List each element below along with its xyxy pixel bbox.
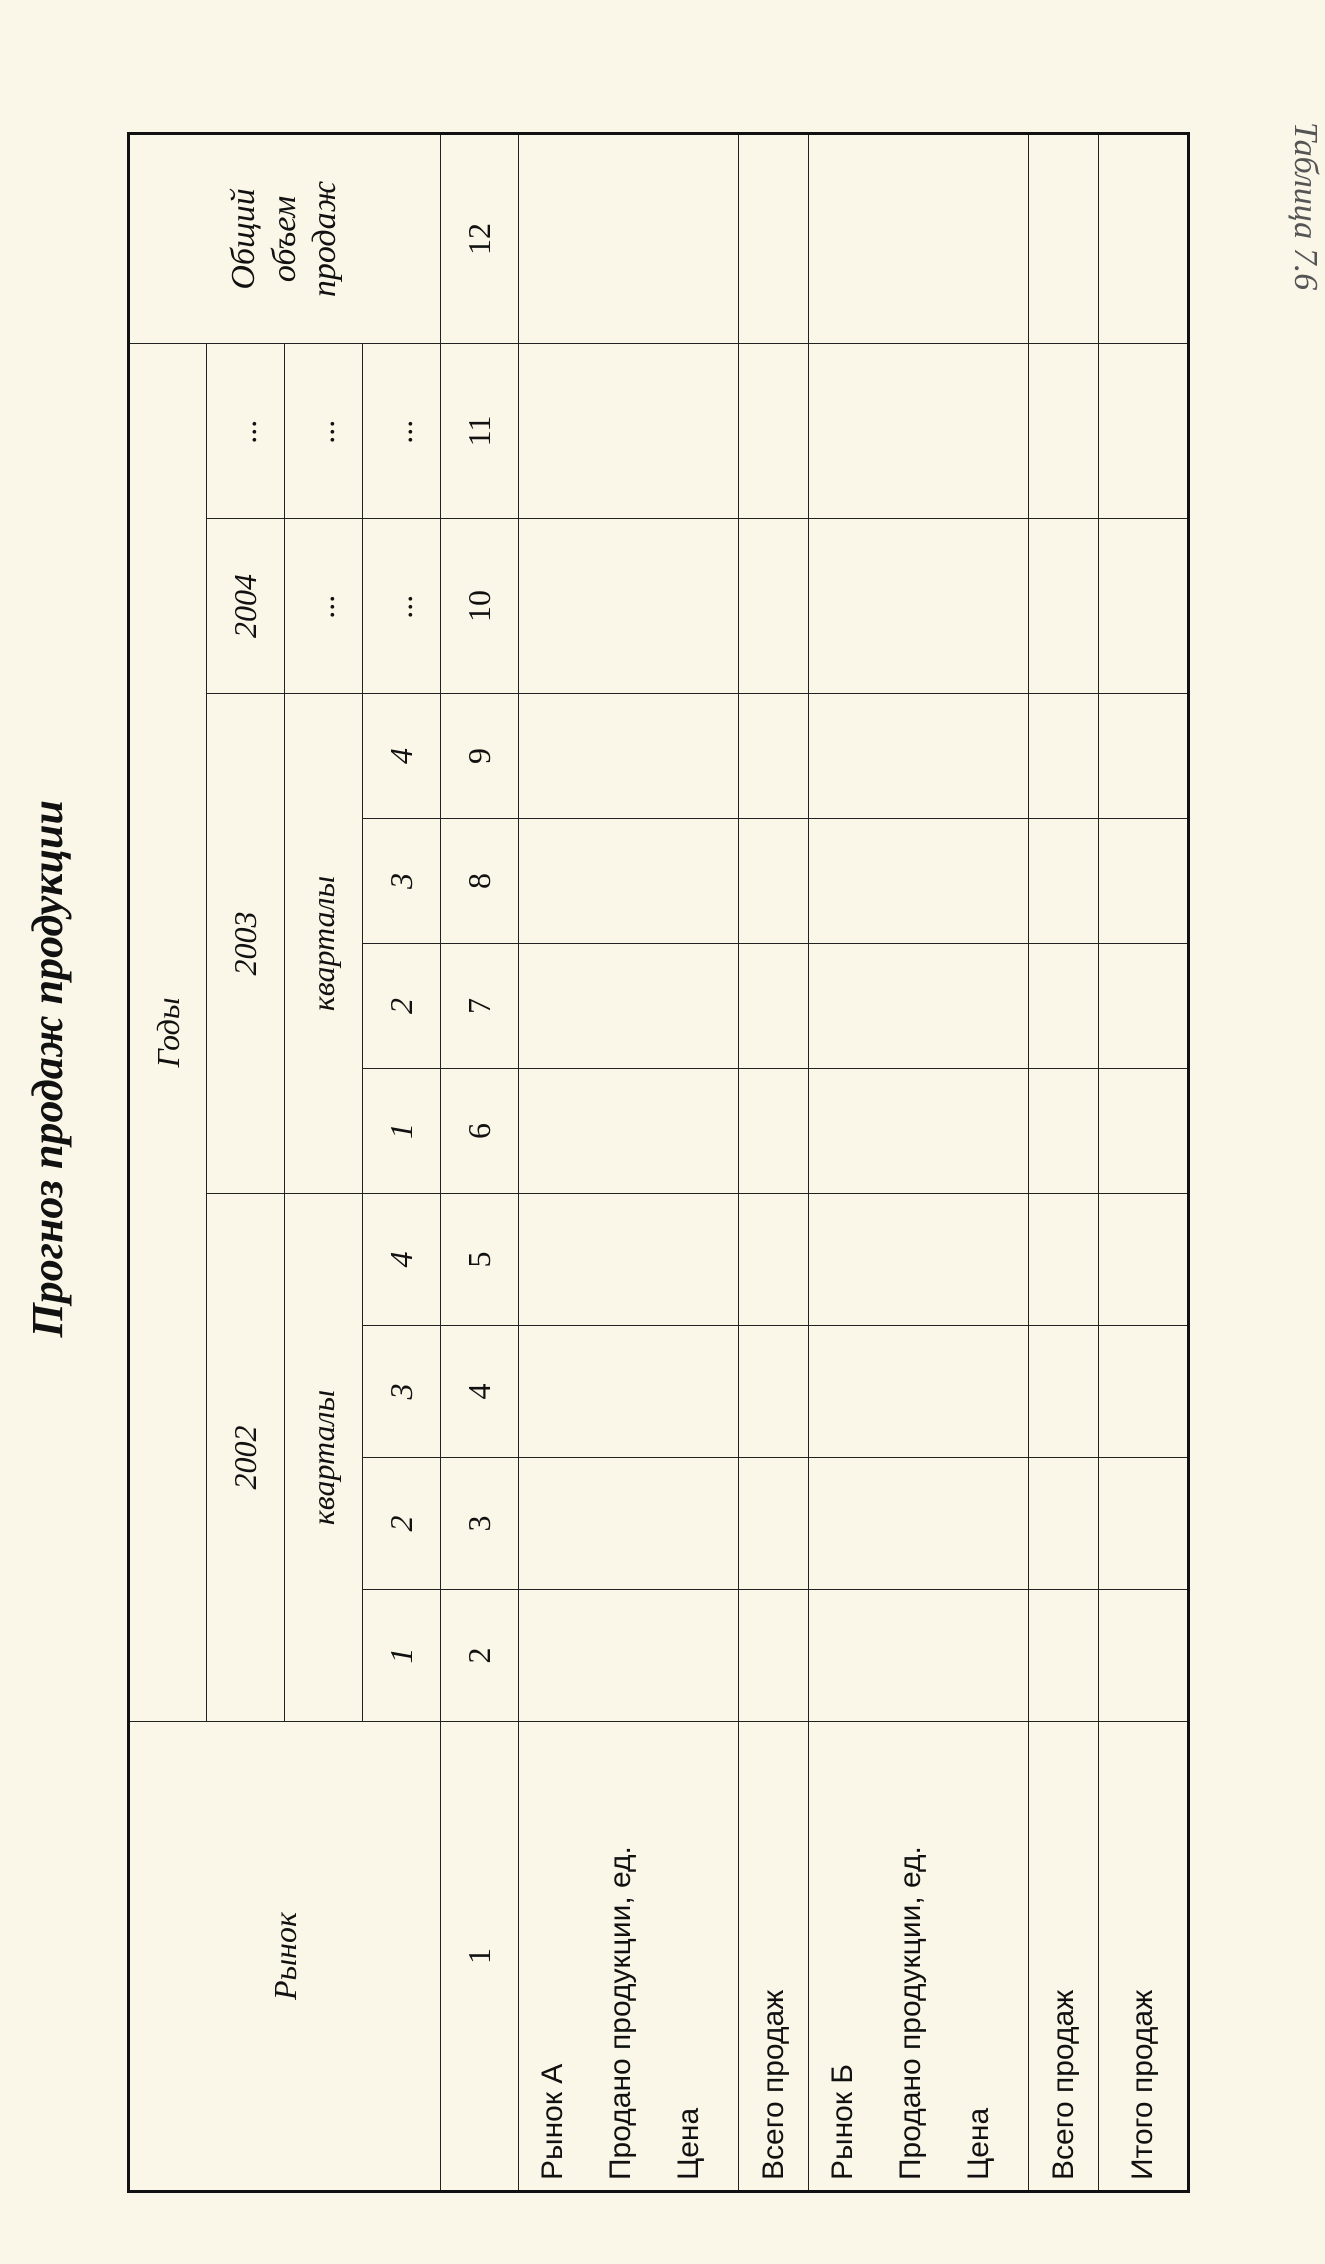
data-cell (519, 1458, 739, 1590)
data-cell (1099, 343, 1189, 518)
table-row (1029, 133, 1099, 2191)
header-total-line1: Общий (224, 188, 262, 290)
data-cell (809, 694, 1029, 819)
header-ellipsis: ... (207, 343, 285, 518)
header-total-line3: продаж (306, 180, 344, 298)
table-row (519, 133, 739, 2191)
column-number: 10 (441, 519, 519, 694)
quarter-1: 1 (363, 1069, 441, 1194)
column-number: 9 (441, 694, 519, 819)
data-cell (739, 1458, 809, 1590)
total-a-label: Всего продаж (739, 1722, 809, 2192)
data-cell (739, 944, 809, 1069)
data-cell (739, 1590, 809, 1722)
data-cell (519, 694, 739, 819)
data-cell (519, 519, 739, 694)
market-b-sold: Продано продукции, ед. (894, 1846, 927, 2180)
column-number: 2 (441, 1590, 519, 1722)
data-cell (739, 694, 809, 819)
data-cell (1099, 1590, 1189, 1722)
data-cell (809, 1326, 1029, 1458)
data-cell (1099, 133, 1189, 343)
quarter-4: 4 (363, 1194, 441, 1326)
column-number: 5 (441, 1194, 519, 1326)
data-cell (1099, 519, 1189, 694)
header-year-2004: 2004 (207, 519, 285, 694)
data-cell (1029, 1069, 1099, 1194)
data-cell (519, 1069, 739, 1194)
header-year-2003: 2003 (207, 694, 285, 1194)
quarter-1: 1 (363, 1590, 441, 1722)
market-a-sold: Продано продукции, ед. (604, 1846, 637, 2180)
table-row (1099, 133, 1189, 2191)
data-cell (1029, 519, 1099, 694)
data-cell (1029, 944, 1099, 1069)
data-cell (809, 944, 1029, 1069)
rotated-table-wrapper (127, 135, 1187, 2193)
data-cell (739, 819, 809, 944)
header-years: Годы (129, 343, 207, 1721)
header-quarters-2003: кварталы (285, 694, 363, 1194)
column-number: 7 (441, 944, 519, 1069)
caption-prefix: Таблица (1287, 122, 1324, 240)
data-cell (1029, 694, 1099, 819)
data-cell (1029, 133, 1099, 343)
market-b-name: Рынок Б (826, 2064, 859, 2180)
quarter-2: 2 (363, 1458, 441, 1590)
column-number: 4 (441, 1326, 519, 1458)
data-cell (1099, 1069, 1189, 1194)
header-total (129, 133, 441, 343)
data-cell (1029, 343, 1099, 518)
data-cell (809, 1194, 1029, 1326)
data-cell (1099, 1458, 1189, 1590)
caption-number: 7.6 (1287, 247, 1324, 291)
header-total-line2: объем (265, 195, 303, 283)
data-cell (1029, 1194, 1099, 1326)
quarter-3: 3 (363, 1326, 441, 1458)
sales-forecast-table (127, 132, 1190, 2193)
quarter-2: 2 (363, 944, 441, 1069)
market-a-cell (519, 1722, 739, 2192)
header-ellipsis: ... (363, 519, 441, 694)
column-number: 11 (441, 343, 519, 518)
data-cell (809, 819, 1029, 944)
quarter-4: 4 (363, 694, 441, 819)
data-cell (519, 1590, 739, 1722)
header-ellipsis: ... (363, 343, 441, 518)
column-number: 1 (441, 1722, 519, 2192)
data-cell (519, 819, 739, 944)
page-title: Прогноз продаж продукции (23, 800, 72, 1338)
data-cell (739, 1326, 809, 1458)
data-cell (739, 133, 809, 343)
quarter-3: 3 (363, 819, 441, 944)
data-cell (1099, 819, 1189, 944)
data-cell (739, 343, 809, 518)
data-cell (519, 1194, 739, 1326)
data-cell (1099, 1194, 1189, 1326)
data-cell (739, 1194, 809, 1326)
data-cell (1029, 819, 1099, 944)
header-quarters-2002: кварталы (285, 1194, 363, 1722)
data-cell (1029, 1326, 1099, 1458)
data-cell (809, 519, 1029, 694)
column-number: 3 (441, 1458, 519, 1590)
column-number: 6 (441, 1069, 519, 1194)
grand-total-label: Итого продаж (1099, 1722, 1189, 2192)
data-cell (519, 944, 739, 1069)
data-cell (1029, 1458, 1099, 1590)
header-ellipsis: ... (285, 519, 363, 694)
market-a-name: Рынок А (536, 2063, 569, 2180)
data-cell (519, 1326, 739, 1458)
data-cell (739, 1069, 809, 1194)
market-a-price: Цена (672, 2107, 705, 2180)
data-cell (519, 343, 739, 518)
data-cell (1099, 944, 1189, 1069)
data-cell (1099, 1326, 1189, 1458)
data-cell (1099, 694, 1189, 819)
column-number: 12 (441, 133, 519, 343)
table-row (739, 133, 809, 2191)
header-year-2002: 2002 (207, 1194, 285, 1722)
table-caption (1285, 122, 1325, 290)
data-cell (809, 343, 1029, 518)
data-cell (809, 1590, 1029, 1722)
header-market: Рынок (129, 1722, 441, 2192)
market-b-price: Цена (962, 2107, 995, 2180)
column-number: 8 (441, 819, 519, 944)
data-cell (1029, 1590, 1099, 1722)
total-b-label: Всего продаж (1029, 1722, 1099, 2192)
data-cell (739, 519, 809, 694)
header-ellipsis: ... (285, 343, 363, 518)
market-b-cell (809, 1722, 1029, 2192)
data-cell (519, 133, 739, 343)
data-cell (809, 133, 1029, 343)
table-row (809, 133, 1029, 2191)
data-cell (809, 1458, 1029, 1590)
column-number-row (441, 133, 519, 2191)
data-cell (809, 1069, 1029, 1194)
